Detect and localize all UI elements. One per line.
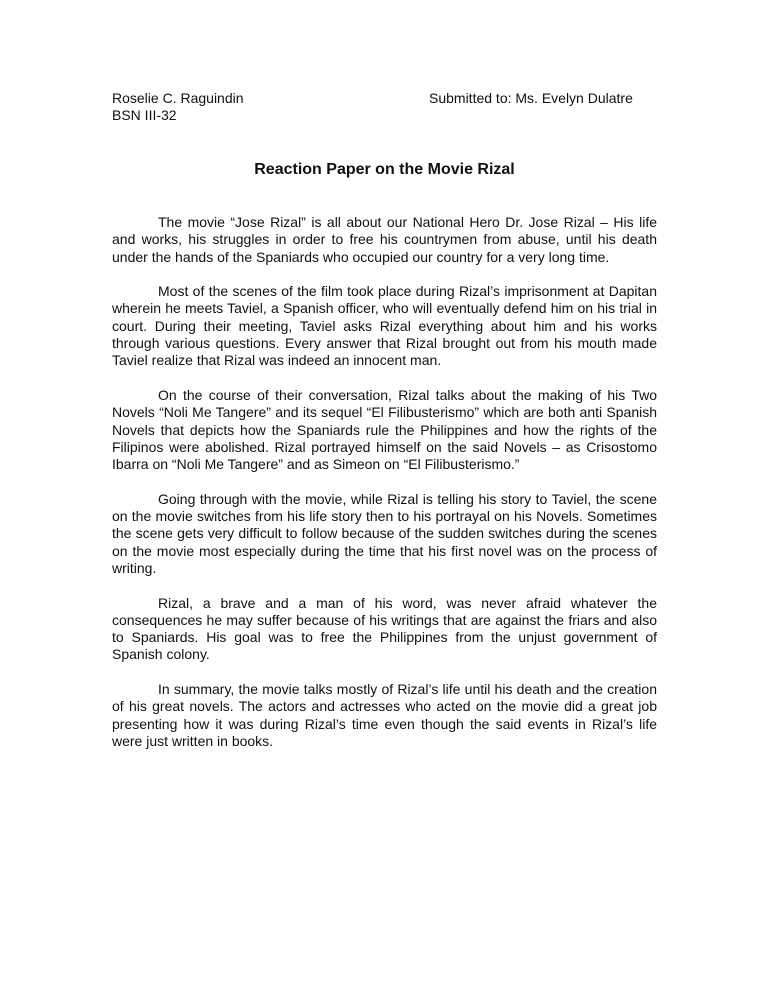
header-row-bottom [112, 107, 657, 124]
author-name: Roselie C. Raguindin [112, 90, 244, 106]
header-row-top [112, 90, 657, 107]
paragraph-5: Rizal, a brave and a man of his word, was never afraid whatever the consequences he may suffer because of his writings that are against the friars and also to Spaniards. His goal was to free the Philippines from the unjust government of Spanish colony. [112, 594, 657, 663]
paragraph-2: Most of the scenes of the film took place during Rizal’s imprisonment at Dapitan wherein he meets Taviel, a Spanish officer, who will eventually defend him on his trial in court. During their meeting, Taviel asks Rizal everything about him and his works through various questions. Every answer that Rizal brought out from his mouth made Taviel realize that Rizal was indeed an innocent man. [112, 283, 657, 369]
document-title: Reaction Paper on the Movie Rizal [254, 161, 515, 178]
document-body [112, 214, 657, 768]
course-section: BSN III-32 [112, 107, 177, 123]
submitted-to: Submitted to: Ms. Evelyn Dulatre [429, 90, 633, 106]
paragraph-4: Going through with the movie, while Rizal is telling his story to Taviel, the scene on the movie switches from his life story then to his portrayal on his Novels. Sometimes the scene gets very difficult to follow because of the sudden switches during the scenes on the movie most especially during the time that his first novel was on the process of writing. [112, 490, 657, 576]
document-header [112, 90, 657, 124]
paragraph-3: On the course of their conversation, Rizal talks about the making of his Two Novels “Noli Me Tangere” and its sequel “El Filibusterismo” which are both anti Spanish Novels that depicts how the Spaniards rule the Philippines and how the rights of the Filipinos were abolished. Rizal portrayed himself on the said Novels – as Crisostomo Ibarra on “Noli Me Tangere” and as Simeon on “El Filibusterismo.” [112, 386, 657, 473]
paragraph-6: In summary, the movie talks mostly of Rizal’s life until his death and the creation of his great novels. The actors and actresses who acted on the movie did a great job presenting how it was during Rizal’s time even though the said events in Rizal’s life were just written in books. [112, 681, 657, 749]
paragraph-1: The movie “Jose Rizal” is all about our National Hero Dr. Jose Rizal – His life and works, his struggles in order to free his countrymen from abuse, until his death under the hands of the Spaniards who occupied our country for a very long time. [112, 214, 657, 265]
